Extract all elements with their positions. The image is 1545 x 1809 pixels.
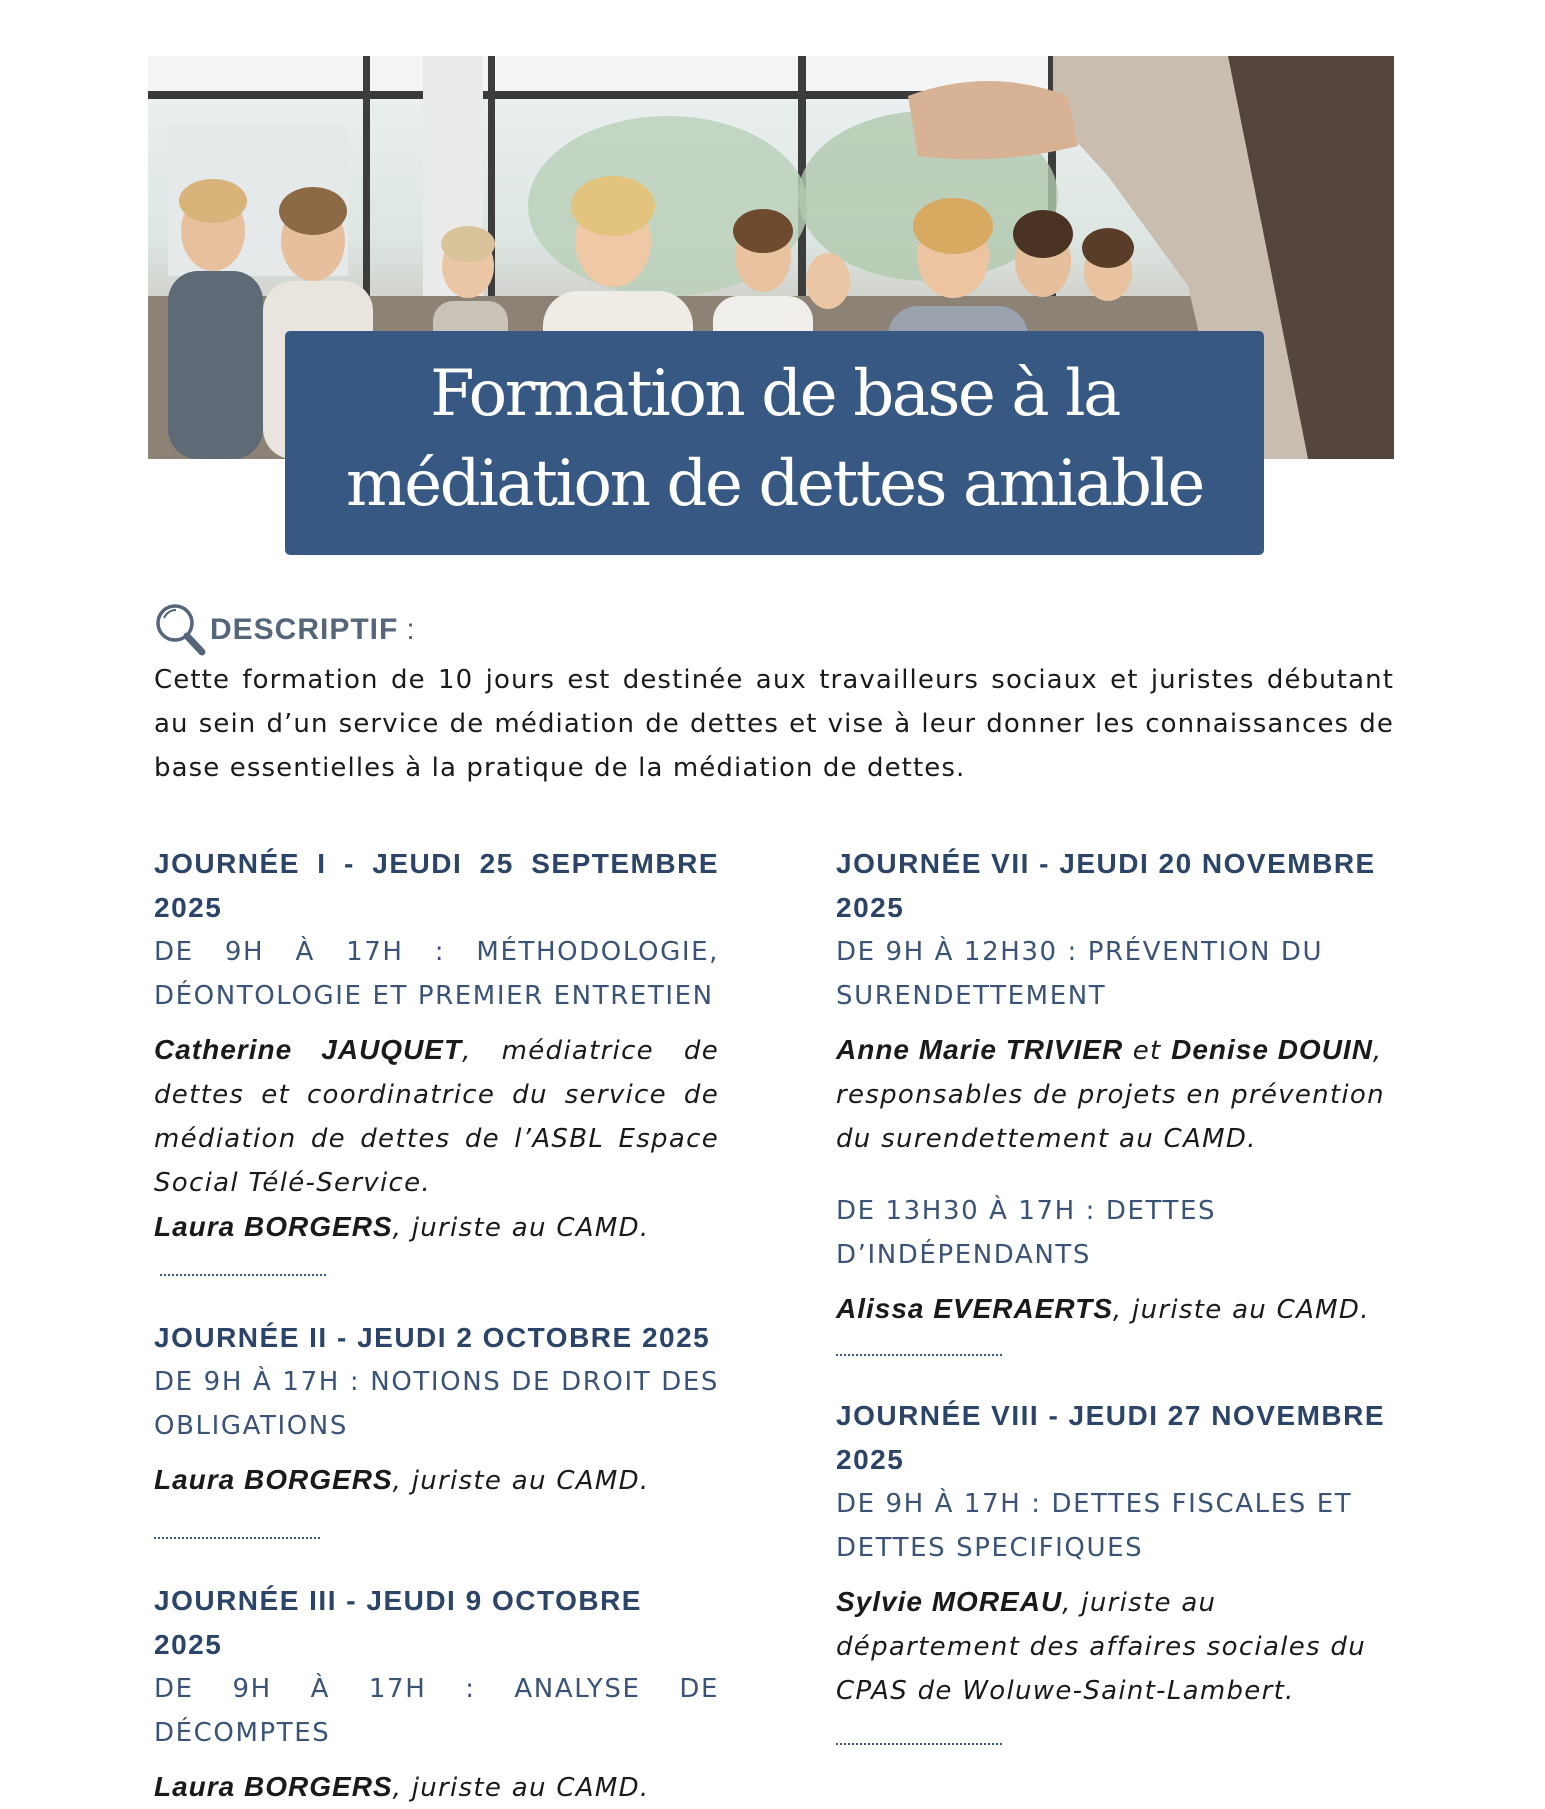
- magnifier-icon: [154, 602, 208, 658]
- speaker-name: Denise DOUIN: [1171, 1034, 1373, 1065]
- speaker-entry: [154, 1205, 719, 1250]
- descriptif-label: DESCRIPTIF: [210, 613, 399, 646]
- speaker-role: , médiatrice de dettes et coordinatrice du service de médiation de dettes de l’ASBL Espace Social Télé-Service.: [154, 1036, 719, 1198]
- title-line-2: médiation de dettes amiable: [346, 447, 1203, 521]
- day-block: [836, 842, 1396, 1332]
- day-time: DE 9H À 17H : MÉTHODOLOGIE, DÉONTOLOGIE ET PREMIER ENTRETIEN: [154, 937, 719, 1011]
- day-time: DE 9H À 17H : ANALYSE DE DÉCOMPTES: [154, 1674, 719, 1748]
- day-title: JOURNÉE VIII - JEUDI 27 NOVEMBRE 2025: [836, 1400, 1386, 1475]
- day-block: [836, 1394, 1396, 1713]
- day-block: [154, 1579, 719, 1809]
- speaker-name: Laura BORGERS: [154, 1211, 393, 1242]
- speaker-name: Alissa EVERAERTS: [836, 1293, 1113, 1324]
- speaker-conjunction: et: [1123, 1036, 1172, 1066]
- day-title: JOURNÉE VII - JEUDI 20 NOVEMBRE 2025: [836, 848, 1376, 923]
- speaker-name: Anne Marie TRIVIER: [836, 1034, 1124, 1065]
- day-time: DE 9H À 12H30 : PRÉVENTION DU SURENDETTEMENT: [836, 937, 1324, 1011]
- speaker-entry: [836, 1287, 1396, 1332]
- dotted-separator: [836, 1354, 1002, 1356]
- dotted-separator: [154, 1537, 320, 1539]
- speaker-entry: [154, 1458, 719, 1503]
- speaker-entry: [154, 1028, 719, 1205]
- speaker-role: , juriste au département des affaires sociales du CPAS de Woluwe-Saint-Lambert.: [836, 1588, 1366, 1706]
- program-left-column: [154, 842, 719, 1809]
- speaker-name: Catherine JAUQUET: [154, 1034, 463, 1065]
- day-time: DE 9H À 17H : DETTES FISCALES ET DETTES SPECIFIQUES: [836, 1489, 1353, 1563]
- speaker-entry: [836, 1028, 1396, 1161]
- dotted-separator: [836, 1743, 1002, 1745]
- day-block: [154, 842, 719, 1250]
- day-time: DE 13H30 À 17H : DETTES D’INDÉPENDANTS: [836, 1196, 1217, 1270]
- title-line-1: Formation de base à la: [430, 357, 1119, 431]
- day-time: DE 9H À 17H : NOTIONS DE DROIT DES OBLIGATIONS: [154, 1367, 719, 1441]
- descriptif-text: Cette formation de 10 jours est destinée aux travailleurs sociaux et juristes débutant au sein d’un service de médiation de dettes et vise à leur donner les connaissances de base essentielles à la pratique de la médiation de dettes.: [154, 665, 1394, 783]
- day-block: [154, 1316, 719, 1503]
- day-title: JOURNÉE III - JEUDI 9 OCTOBRE 2025: [154, 1585, 642, 1660]
- speaker-name: Sylvie MOREAU: [836, 1586, 1063, 1617]
- descriptif-heading: [154, 602, 415, 658]
- descriptif-colon: :: [406, 613, 415, 646]
- speaker-name: Laura BORGERS: [154, 1771, 393, 1802]
- speaker-role: , juriste au CAMD.: [1112, 1295, 1370, 1325]
- speaker-entry: [154, 1765, 719, 1809]
- speaker-name: Laura BORGERS: [154, 1464, 393, 1495]
- program-right-column: [836, 842, 1396, 1745]
- speaker-role: , juriste au CAMD.: [392, 1213, 650, 1243]
- dotted-separator: [160, 1274, 326, 1276]
- speaker-entry: [836, 1580, 1396, 1713]
- day-title: JOURNÉE I - JEUDI 25 SEPTEMBRE 2025: [154, 848, 719, 923]
- speaker-role: , responsables de projets en prévention du surendettement au CAMD.: [836, 1036, 1385, 1154]
- day-title: JOURNÉE II - JEUDI 2 OCTOBRE 2025: [154, 1322, 711, 1353]
- title-banner: [285, 331, 1264, 555]
- speaker-role: , juriste au CAMD.: [392, 1466, 650, 1496]
- speaker-role: , juriste au CAMD.: [392, 1773, 650, 1803]
